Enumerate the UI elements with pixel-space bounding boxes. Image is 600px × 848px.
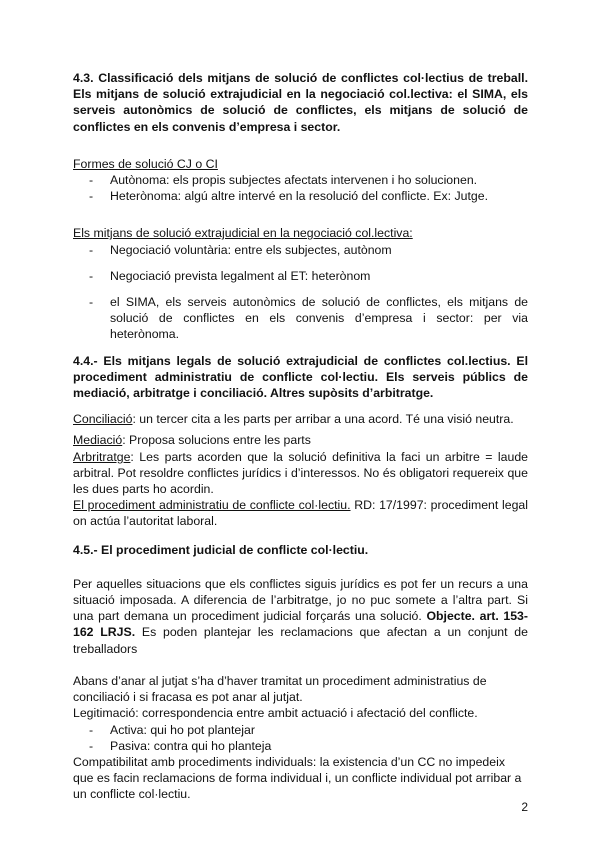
- mitjans-title: Els mitjans de solució extrajudicial en la negociació col.lectiva:: [73, 226, 413, 241]
- legitimacio-paragraph: Legitimació: correspondencia entre ambit actuació i afectació del conflicte.: [73, 706, 478, 721]
- list-item: - Pasiva: contra qui ho planteja: [89, 738, 272, 753]
- section-4-5-heading: 4.5.- El procediment judicial de conflicte col·lectiu.: [73, 542, 369, 557]
- formes-title: Formes de solució CJ o CI: [73, 156, 218, 171]
- mitjans-list: [73, 242, 528, 343]
- list-item: - el SIMA, els serveis autonòmics de solució de conflictes, els mitjans de solució de conflictes en els convenis d’empresa i sector: per via heterònoma.: [89, 295, 528, 342]
- section-4-4-heading: 4.4.- Els mitjans legals de solució extrajudicial de conflictes col.lectius. El procediment administratiu de conflicte col·lectiu. Els serveis públics de mediació, arbitratge i conciliació. Altres supòsits d’arbitratge.: [73, 353, 528, 401]
- list-item: - Negociació voluntària: entre els subjectes, autònom: [89, 242, 392, 257]
- conciliacio-paragraph: Conciliació: un tercer cita a les parts per arribar a una acord. Té una visió neutra.: [73, 412, 514, 427]
- list-item: - Activa: qui ho pot plantejar: [89, 722, 255, 737]
- list-item: - Heterònoma: algú altre intervé en la resolució del conflicte. Ex: Jutge.: [89, 189, 488, 204]
- recurs-paragraph: Per aquelles situacions que els conflictes siguis jurídics es pot fer un recurs a una situació imposada. A diferencia de l’arbitratge, jo no puc somete a l’altra part. Si una part demana un procediment judicial forçarás una solució. Objecte. art. 153-162 LRJS. Es poden plantejar les reclamacions que afectan a un conjunt de treballadors: [73, 576, 528, 656]
- document-page: [73, 70, 528, 803]
- formes-list: [73, 172, 528, 204]
- arbitratge-paragraph: Arbritratge: Les parts acorden que la solució definitiva la faci un arbitre = laude arbitral. Pot resoldre conflictes jurídics i d’interessos. No és obligatori requereix que les dues parts ho acordin.: [73, 449, 528, 497]
- list-item: - Autònoma: els propis subjectes afectats intervenen i ho solucionen.: [89, 173, 478, 188]
- legitimacio-list: [73, 722, 528, 754]
- section-4-3-heading: 4.3. Classificació dels mitjans de solució de conflictes col·lectius de treball. Els mitjans de solució extrajudicial en la negociació col.lectiva: el SIMA, els serveis autonòmics de solució de conflictes, els mitjans de solució de conflictes en els convenis d’empresa i sector.: [73, 71, 528, 134]
- mediacio-paragraph: Mediació: Proposa solucions entre les parts: [73, 433, 311, 448]
- page-number: 2: [521, 800, 528, 814]
- list-item: - Negociació prevista legalment al ET: heterònom: [89, 268, 371, 283]
- abans-paragraph: Abans d’anar al jutjat s’ha d’haver tramitat un procediment administratius de conciliació i si fracasa es pot anar al jutjat.: [73, 673, 487, 705]
- procediment-paragraph: El procediment administratiu de conflicte col·lectiu. RD: 17/1997: procediment legal on actúa l’autoritat laboral.: [73, 498, 528, 529]
- compatibilitat-paragraph: Compatibilitat amb procediments individuals: la existencia d’un CC no impedeix que es facin reclamacions de forma individual i, un conflicte individual pot arribar a un conflicte col·lectiu.: [73, 754, 522, 802]
